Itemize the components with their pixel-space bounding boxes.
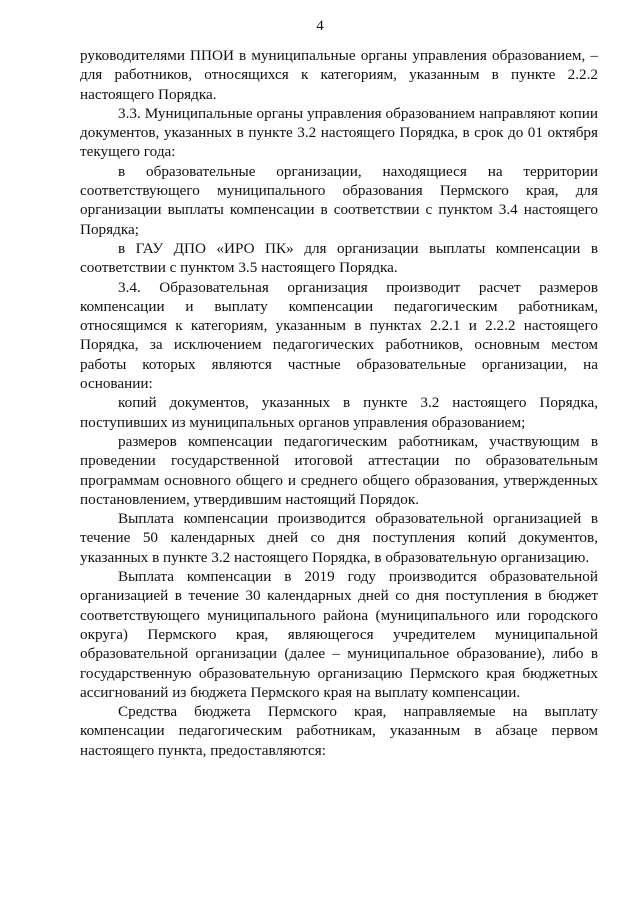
paragraph-3-3-item-2: в ГАУ ДПО «ИРО ПК» для организации выплаты компенсации в соответствии с пунктом 3.5 настоящего Порядка.: [80, 239, 598, 277]
paragraph-3-4-item-1: копий документов, указанных в пункте 3.2 настоящего Порядка, поступивших из муниципальных органов управления образованием;: [80, 394, 598, 431]
paragraph-3-4: 3.4. Образовательная организация производит расчет размеров компенсации и выплату компенсации педагогическим работникам, относящимся к категориям, указанным в пунктах 2.2.1 и 2.2.2 настоящего Порядка, за исключением педагогических работников, основным местом работы которых являются частные образовательные организации, на основании:: [80, 278, 598, 393]
document-body: [80, 46, 598, 760]
paragraph-continuation: руководителями ППОИ в муниципальные органы управления образованием, – для работников, относящихся к категориям, указанным в пункте 2.2.2 настоящего Порядка.: [80, 47, 598, 103]
paragraph-budget-funds: Средства бюджета Пермского края, направляемые на выплату компенсации педагогическим работникам, указанным в абзаце первом настоящего пункта, предоставляются:: [80, 703, 598, 759]
paragraph-3-3-item-1: в образовательные организации, находящиеся на территории соответствующего муниципального образования Пермского края, для организации выплаты компенсации в соответствии с пунктом 3.4 настоящего Порядка;: [80, 162, 598, 238]
paragraph-payment-term: Выплата компенсации производится образовательной организацией в течение 50 календарных дней со дня поступления копий документов, указанных в пункте 3.2 настоящего Порядка, в образовательную организацию.: [80, 510, 598, 566]
paragraph-payment-2019: Выплата компенсации в 2019 году производится образовательной организацией в течение 30 календарных дней со дня поступления в бюджет соответствующего муниципального района (муниципального или городского округа) Пермского края, являющегося учредителем муниципальной образовательной организации (далее – муниципальное образование), либо в государственную образовательную организацию Пермского края бюджетных ассигнований из бюджета Пермского края на выплату компенсации.: [80, 568, 598, 701]
page-number: 4: [316, 18, 324, 34]
paragraph-3-4-item-2: размеров компенсации педагогическим работникам, участвующим в проведении государственной итоговой аттестации по образовательным программам основного общего и среднего общего образования, утвержденных постановлением, утвердившим настоящий Порядок.: [80, 432, 598, 508]
paragraph-3-3: 3.3. Муниципальные органы управления образованием направляют копии документов, указанных в пункте 3.2 настоящего Порядка, в срок до 01 октября текущего года:: [80, 104, 598, 161]
